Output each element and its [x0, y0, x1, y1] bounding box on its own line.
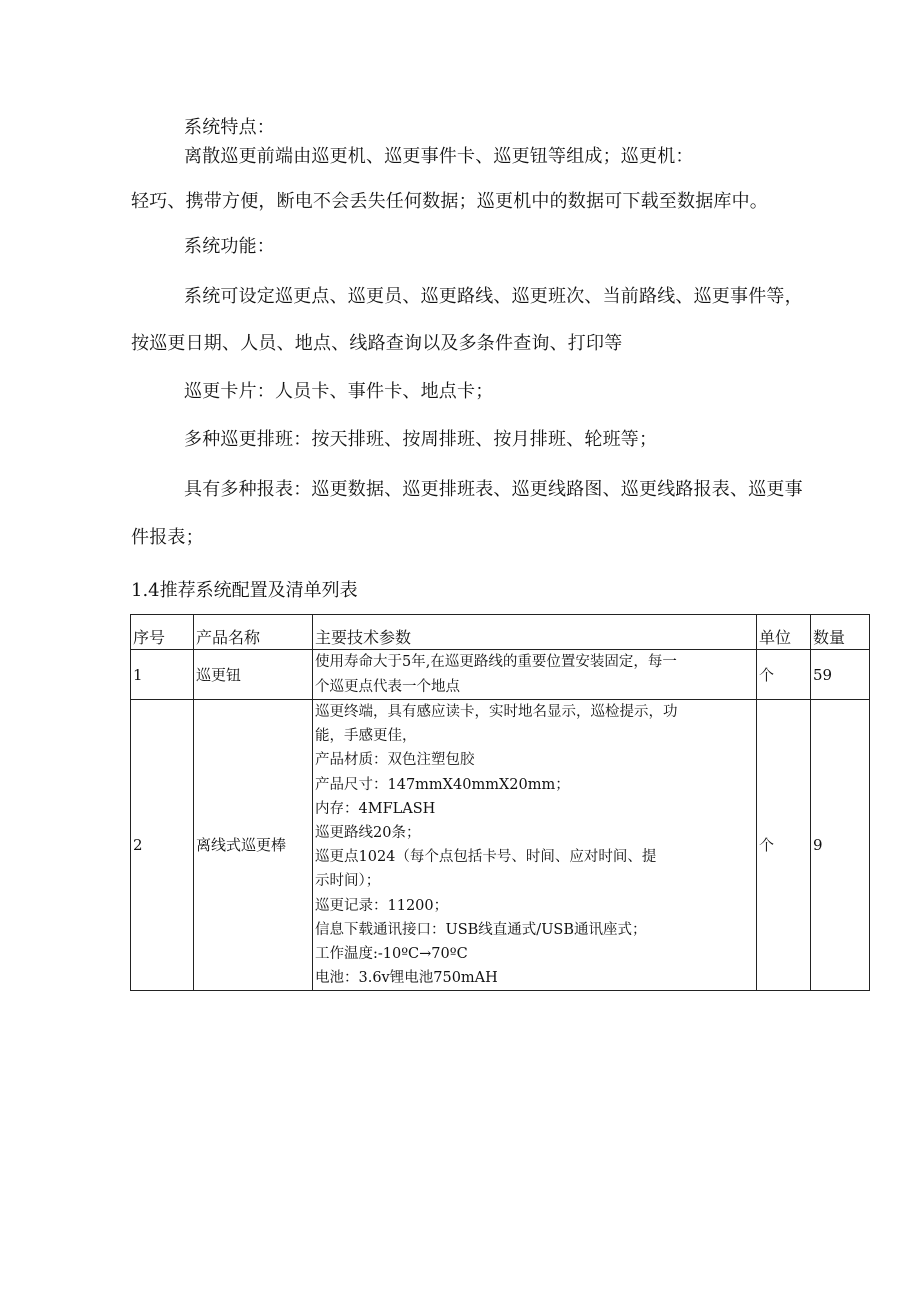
cell-no: 2 — [131, 700, 194, 991]
product-table — [130, 614, 870, 991]
param-line: 内存：4MFLASH — [315, 800, 436, 817]
functions-heading: 系统功能： — [184, 236, 275, 257]
param-line: 能，手感更佳， — [315, 728, 417, 745]
scheduling-line: 多种巡更排班：按天排班、按周排班、按月排班、轮班等； — [184, 429, 658, 450]
cards-line: 巡更卡片：人员卡、事件卡、地点卡； — [184, 381, 494, 402]
cell-name: 离线式巡更棒 — [194, 700, 313, 991]
cell-name: 巡更钮 — [194, 650, 313, 700]
param-line: 电池：3.6v锂电池750mAH — [315, 970, 498, 987]
functions-line-2: 按巡更日期、人员、地点、线路查询以及多条件查询、打印等 — [131, 333, 623, 354]
functions-line-1: 系统可设定巡更点、巡更员、巡更路线、巡更班次、当前路线、巡更事件等， — [184, 286, 803, 307]
param-line: 巡更点1024（每个点包括卡号、时间、应对时间、提 — [315, 849, 657, 866]
cell-params — [313, 700, 757, 991]
cell-no: 1 — [131, 650, 194, 700]
section-title: 1.4推荐系统配置及清单列表 — [131, 580, 358, 601]
param-line: 产品尺寸：147mmX40mmX20mm； — [315, 776, 570, 793]
header-unit: 单位 — [757, 615, 811, 650]
features-heading: 系统特点： — [184, 117, 275, 138]
param-line: 产品材质：双色注塑包胶 — [315, 752, 475, 769]
table-row — [131, 650, 870, 700]
param-line: 个巡更点代表一个地点 — [315, 678, 460, 695]
param-line: 工作温度:-10ºC→70ºC — [315, 946, 468, 963]
cell-unit: 个 — [757, 700, 811, 991]
features-line-2: 轻巧、携带方便，断电不会丢失任何数据；巡更机中的数据可下载至数据库中。 — [131, 191, 768, 212]
cell-params — [313, 650, 757, 700]
header-no: 序号 — [131, 615, 194, 650]
param-line: 巡更记录：11200； — [315, 897, 449, 914]
param-line: 使用寿命大于5年,在巡更路线的重要位置安装固定，每一 — [315, 654, 677, 671]
table-row — [131, 700, 870, 991]
param-line: 巡更终端，具有感应读卡，实时地名显示，巡检提示，功 — [315, 704, 678, 720]
features-line-1: 离散巡更前端由巡更机、巡更事件卡、巡更钮等组成；巡更机： — [184, 146, 694, 167]
cell-qty: 59 — [811, 650, 870, 700]
param-line: 信息下载通讯接口：USB线直通式/USB通讯座式； — [315, 921, 647, 938]
cell-unit: 个 — [757, 650, 811, 700]
param-line: 示时间）； — [315, 873, 381, 890]
cell-qty: 9 — [811, 700, 870, 991]
reports-line-2: 件报表； — [131, 527, 204, 548]
header-qty: 数量 — [811, 615, 870, 650]
header-name: 产品名称 — [194, 615, 313, 650]
header-params: 主要技术参数 — [313, 615, 757, 650]
param-line: 巡更路线20条； — [315, 825, 421, 842]
table-header-row — [131, 615, 870, 650]
reports-line-1: 具有多种报表：巡更数据、巡更排班表、巡更线路图、巡更线路报表、巡更事 — [184, 479, 803, 500]
